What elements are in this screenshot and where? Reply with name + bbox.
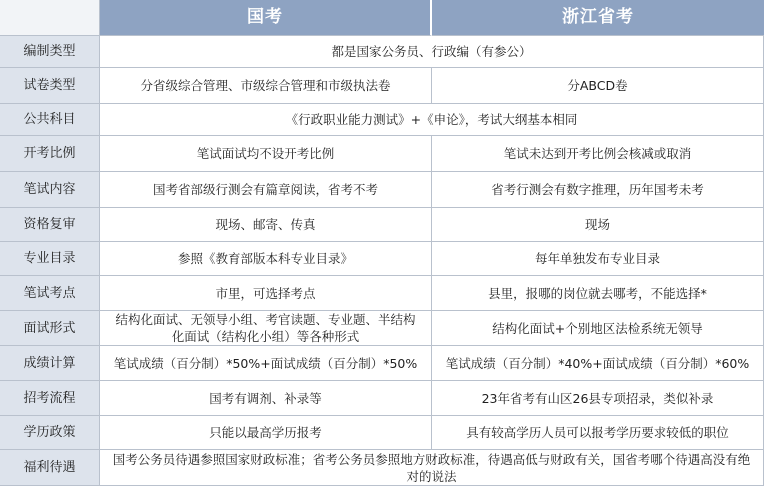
row-label: 试卷类型 [0,68,100,104]
zhejiang-cell: 23年省考有山区26县专项招录，类似补录 [432,381,764,416]
merged-cell: 国考公务员待遇参照国家财政标准；省考公务员参照地方财政标准，待遇高低与财政有关，国省考哪个待遇高没有绝对的说法 [100,450,764,486]
guokao-cell: 结构化面试、无领导小组、考官读题、专业题、半结构化面试（结构化小组）等各种形式 [100,311,432,346]
guokao-cell: 市里，可选择考点 [100,276,432,311]
guokao-cell: 只能以最高学历报考 [100,416,432,450]
zhejiang-cell: 现场 [432,208,764,242]
row-label: 笔试内容 [0,172,100,208]
row-label: 招考流程 [0,381,100,416]
guokao-cell: 笔试面试均不设开考比例 [100,136,432,172]
guokao-cell: 现场、邮寄、传真 [100,208,432,242]
row-label: 学历政策 [0,416,100,450]
guokao-cell: 参照《教育部版本科专业目录》 [100,242,432,276]
zhejiang-cell: 分ABCD卷 [432,68,764,104]
guokao-cell: 国考有调剂、补录等 [100,381,432,416]
row-label: 资格复审 [0,208,100,242]
row-label: 开考比例 [0,136,100,172]
merged-cell: 都是国家公务员、行政编（有参公） [100,36,764,68]
zhejiang-cell: 省考行测会有数字推理，历年国考未考 [432,172,764,208]
row-label: 笔试考点 [0,276,100,311]
zhejiang-cell: 结构化面试+个别地区法检系统无领导 [432,311,764,346]
zhejiang-cell: 笔试未达到开考比例会核减或取消 [432,136,764,172]
row-label: 福利待遇 [0,450,100,486]
zhejiang-cell: 具有较高学历人员可以报考学历要求较低的职位 [432,416,764,450]
row-label: 编制类型 [0,36,100,68]
row-label: 成绩计算 [0,346,100,381]
merged-cell: 《行政职业能力测试》+《申论》，考试大纲基本相同 [100,104,764,136]
header-zhejiang: 浙江省考 [432,0,764,36]
guokao-cell: 笔试成绩（百分制）*50%+面试成绩（百分制）*50% [100,346,432,381]
zhejiang-cell: 笔试成绩（百分制）*40%+面试成绩（百分制）*60% [432,346,764,381]
guokao-cell: 国考省部级行测会有篇章阅读，省考不考 [100,172,432,208]
corner-cell [0,0,100,36]
zhejiang-cell: 每年单独发布专业目录 [432,242,764,276]
zhejiang-cell: 县里，报哪的岗位就去哪考，不能选择* [432,276,764,311]
row-label: 面试形式 [0,311,100,346]
row-label: 公共科目 [0,104,100,136]
guokao-cell: 分省级综合管理、市级综合管理和市级执法卷 [100,68,432,104]
row-label: 专业目录 [0,242,100,276]
header-guokao: 国考 [100,0,432,36]
